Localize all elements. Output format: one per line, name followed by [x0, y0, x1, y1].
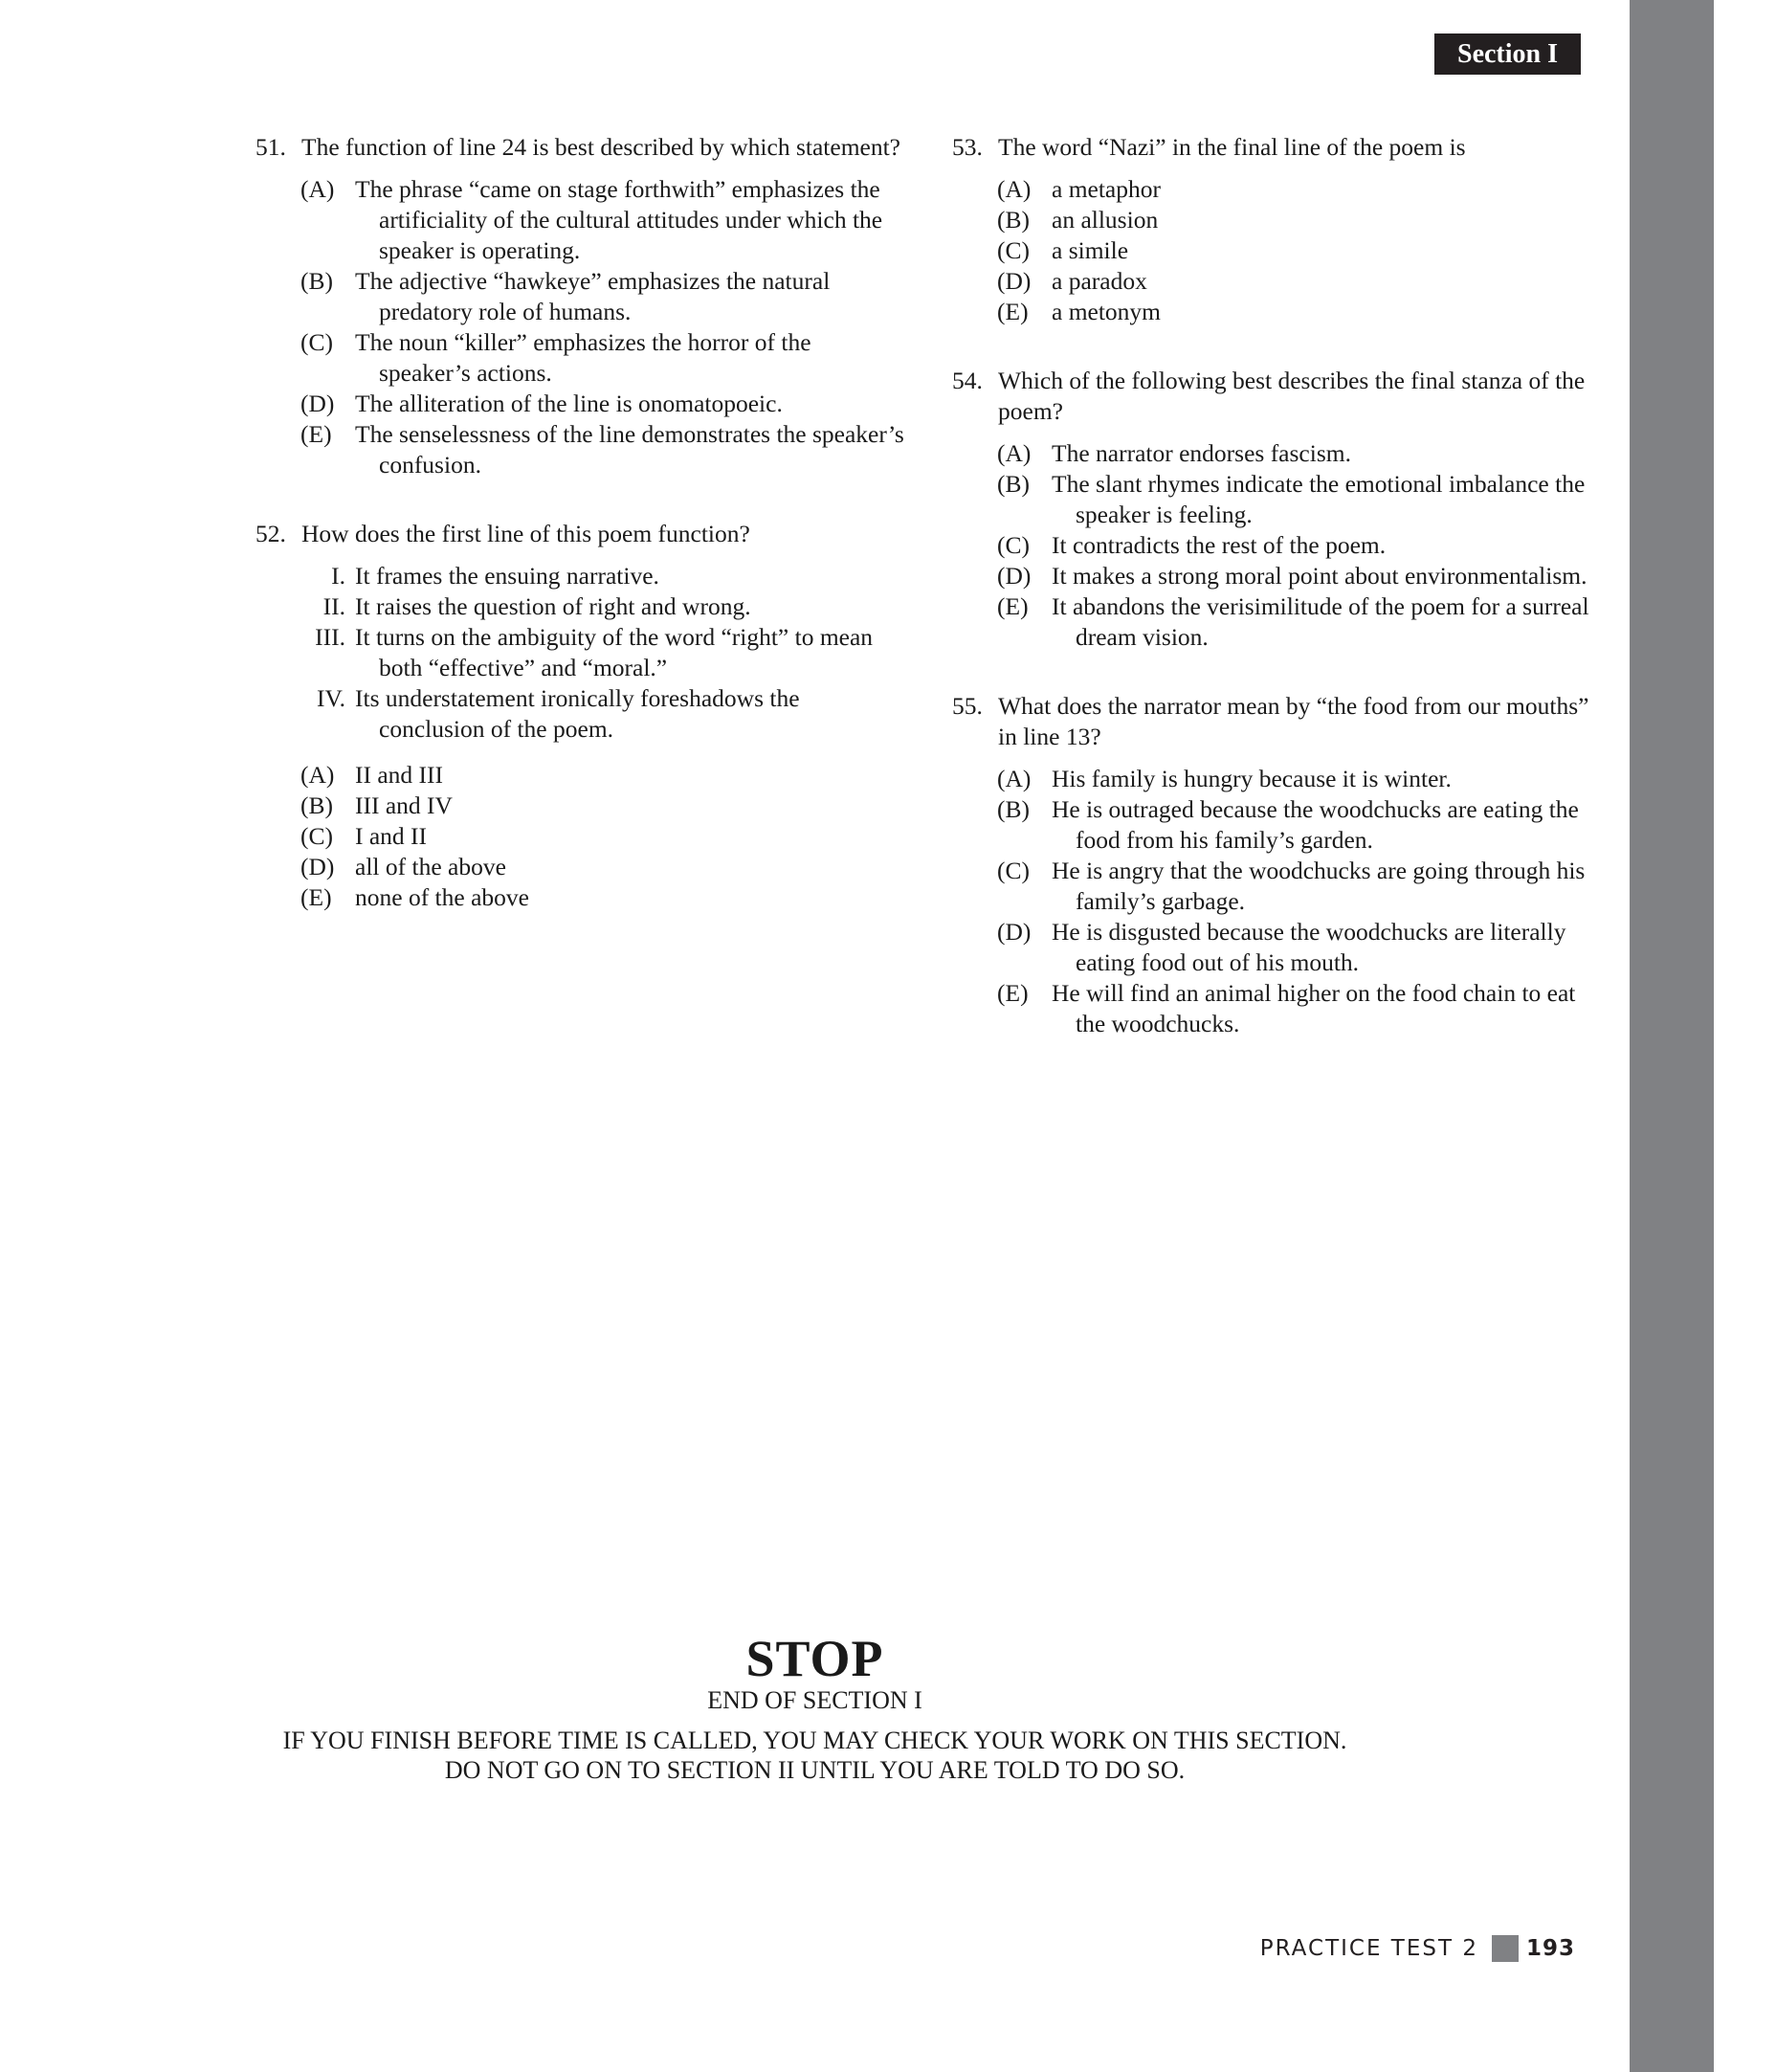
question-53	[952, 132, 1603, 327]
option-text: He is disgusted because the woodchucks are literally eating food out of his mouth.	[1052, 918, 1566, 976]
option-label: (D)	[997, 267, 1032, 295]
answer-option[interactable]	[300, 791, 906, 821]
stop-instruction-line: DO NOT GO ON TO SECTION II UNTIL YOU ARE TOLD TO DO SO.	[444, 1756, 1186, 1784]
roman-label: I.	[331, 562, 345, 590]
option-label: (A)	[997, 765, 1032, 792]
answer-options	[997, 764, 1603, 1039]
option-label: (A)	[997, 175, 1032, 203]
option-label: (C)	[300, 822, 333, 850]
roman-statements	[300, 561, 906, 745]
option-label: (E)	[997, 979, 1029, 1007]
answer-option[interactable]	[997, 530, 1603, 561]
option-label: (D)	[300, 853, 335, 880]
stop-subtitle: END OF SECTION I	[707, 1686, 922, 1714]
question-stem: Which of the following best describes the final stanza of the poem?	[998, 367, 1586, 425]
question-51	[255, 132, 906, 480]
answer-option[interactable]	[997, 591, 1603, 653]
answer-options	[997, 438, 1603, 653]
option-text: It contradicts the rest of the poem.	[1052, 531, 1387, 559]
option-label: (A)	[300, 175, 335, 203]
option-label: (E)	[997, 592, 1029, 620]
option-text: It makes a strong moral point about environmentalism.	[1052, 562, 1587, 590]
option-text: a metaphor	[1052, 175, 1161, 203]
stop-title: STOP	[745, 1630, 884, 1687]
option-text: It abandons the verisimilitude of the poem for a surreal dream vision.	[1052, 592, 1589, 651]
answer-option[interactable]	[300, 327, 906, 389]
statement-text: It turns on the ambiguity of the word “right” to mean both “effective” and “moral.”	[355, 623, 874, 681]
option-text: He is outraged because the woodchucks are eating the food from his family’s garden.	[1052, 795, 1579, 854]
stop-instruction-line: IF YOU FINISH BEFORE TIME IS CALLED, YOU MAY CHECK YOUR WORK ON THIS SECTION.	[282, 1727, 1347, 1754]
page-footer	[1260, 1935, 1575, 1962]
option-text: a paradox	[1052, 267, 1147, 295]
answer-option[interactable]	[300, 389, 906, 419]
answer-option[interactable]	[997, 764, 1603, 794]
option-label: (D)	[997, 562, 1032, 590]
answer-option[interactable]	[997, 205, 1603, 235]
answer-option[interactable]	[997, 978, 1603, 1039]
option-label: (B)	[997, 206, 1030, 234]
answer-option[interactable]	[997, 856, 1603, 917]
answer-option[interactable]	[300, 419, 906, 480]
option-text: The slant rhymes indicate the emotional imbalance the speaker is feeling.	[1052, 470, 1586, 528]
side-bar	[1630, 0, 1714, 2072]
option-text: The adjective “hawkeye” emphasizes the natural predatory role of humans.	[355, 267, 831, 325]
answer-option[interactable]	[300, 882, 906, 913]
option-label: (B)	[997, 795, 1030, 823]
option-text: all of the above	[355, 853, 506, 880]
option-label: (A)	[300, 761, 335, 789]
right-column	[952, 132, 1603, 1078]
question-55	[952, 691, 1603, 1039]
option-text: He is angry that the woodchucks are going through his family’s garbage.	[1052, 857, 1586, 915]
option-label: (C)	[997, 236, 1030, 264]
answer-option[interactable]	[997, 561, 1603, 591]
option-text: II and III	[355, 761, 444, 789]
answer-option[interactable]	[997, 438, 1603, 469]
question-54	[952, 366, 1603, 653]
option-label: (E)	[300, 883, 332, 911]
answer-option[interactable]	[997, 266, 1603, 297]
roman-statement	[300, 683, 906, 745]
roman-statement	[300, 561, 906, 591]
question-number: 51.	[255, 133, 286, 161]
page-number: 193	[1525, 1936, 1575, 1961]
option-label: (B)	[300, 791, 333, 819]
roman-label: II.	[322, 592, 345, 620]
question-number: 53.	[952, 133, 983, 161]
answer-options	[300, 174, 906, 480]
question-stem: What does the narrator mean by “the food from our mouths” in line 13?	[998, 692, 1589, 750]
option-label: (C)	[300, 328, 333, 356]
stop-instructions	[0, 1726, 1630, 1785]
roman-statement	[300, 591, 906, 622]
answer-option[interactable]	[300, 760, 906, 791]
answer-option[interactable]	[997, 794, 1603, 856]
option-label: (D)	[300, 390, 335, 417]
answer-option[interactable]	[300, 821, 906, 852]
answer-option[interactable]	[997, 174, 1603, 205]
question-number: 52.	[255, 520, 286, 547]
option-text: a simile	[1052, 236, 1129, 264]
roman-label: III.	[315, 623, 345, 651]
answer-option[interactable]	[997, 297, 1603, 327]
left-column	[255, 132, 906, 951]
option-text: His family is hungry because it is winter.	[1052, 765, 1452, 792]
question-stem: How does the first line of this poem function?	[301, 520, 750, 547]
option-text: none of the above	[355, 883, 529, 911]
section-tab: Section I	[1434, 33, 1581, 75]
question-number: 54.	[952, 367, 983, 394]
option-label: (D)	[997, 918, 1032, 946]
option-label: (E)	[300, 420, 332, 448]
answer-option[interactable]	[997, 917, 1603, 978]
footer-square	[1492, 1935, 1519, 1962]
roman-statement	[300, 622, 906, 683]
answer-option[interactable]	[300, 174, 906, 266]
option-label: (C)	[997, 531, 1030, 559]
question-number: 55.	[952, 692, 983, 720]
stop-block	[0, 1632, 1630, 1785]
option-text: The senselessness of the line demonstrates the speaker’s confusion.	[355, 420, 904, 479]
option-label: (B)	[300, 267, 333, 295]
footer-label: PRACTICE TEST 2	[1259, 1936, 1478, 1961]
option-text: a metonym	[1052, 298, 1162, 325]
option-label: (E)	[997, 298, 1029, 325]
answer-option[interactable]	[997, 235, 1603, 266]
option-label: (A)	[997, 439, 1032, 467]
roman-label: IV.	[317, 684, 345, 712]
option-label: (C)	[997, 857, 1030, 884]
option-text: III and IV	[355, 791, 453, 819]
option-label: (B)	[997, 470, 1030, 498]
option-text: an allusion	[1052, 206, 1159, 234]
option-text: The narrator endorses fascism.	[1052, 439, 1351, 467]
answer-option[interactable]	[300, 266, 906, 327]
option-text: The alliteration of the line is onomatopoeic.	[355, 390, 783, 417]
option-text: The noun “killer” emphasizes the horror of the speaker’s actions.	[355, 328, 811, 387]
answer-options	[997, 174, 1603, 327]
option-text: The phrase “came on stage forthwith” emphasizes the artificiality of the cultural attitudes under which the speaker is operating.	[355, 175, 883, 264]
option-text: He will find an animal higher on the food chain to eat the woodchucks.	[1052, 979, 1576, 1037]
question-52	[255, 519, 906, 913]
answer-option[interactable]	[300, 852, 906, 882]
question-stem: The function of line 24 is best described by which statement?	[301, 133, 900, 161]
statement-text: Its understatement ironically foreshadows the conclusion of the poem.	[355, 684, 800, 743]
option-text: I and II	[355, 822, 428, 850]
statement-text: It frames the ensuing narrative.	[355, 562, 659, 590]
question-stem: The word “Nazi” in the final line of the poem is	[998, 133, 1466, 161]
answer-options	[300, 760, 906, 913]
answer-option[interactable]	[997, 469, 1603, 530]
statement-text: It raises the question of right and wrong.	[355, 592, 751, 620]
